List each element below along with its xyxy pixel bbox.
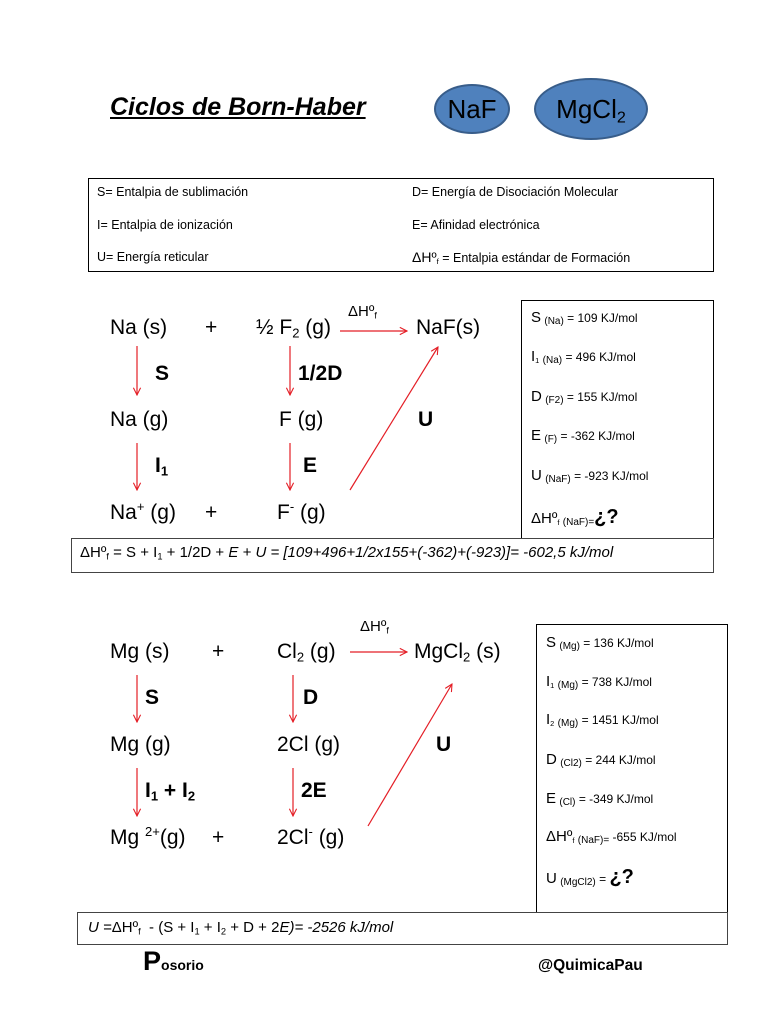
legend-dissociation: D= Energía de Disociación Molecular [412, 185, 619, 199]
mgcl2-equation [88, 919, 393, 937]
data-value: = 496 KJ/mol [565, 350, 636, 364]
naf-data-row [531, 308, 638, 328]
data-qualifier: (NaF) [545, 474, 571, 485]
naf-product: NaF(s) [416, 316, 481, 339]
data-symbol: S [531, 309, 542, 326]
mgcl2-ionization-second-subscript: 2 [187, 788, 196, 804]
mgcl2-step-sublimation: S [145, 686, 160, 709]
mgcl2-ionization-second: + I [158, 779, 188, 802]
naf-halogen-formula: ½ F [256, 316, 293, 339]
badge-mgcl2-label [556, 94, 626, 127]
naf-data-row [531, 347, 636, 367]
mgcl2-halogen-state: (g) [304, 640, 336, 663]
naf-data-row [531, 426, 635, 446]
mgcl2-halogen-subscript: 2 [296, 649, 305, 665]
badge-naf [434, 84, 510, 134]
data-symbol: ΔHº [531, 510, 558, 527]
badge-naf-label: NaF [447, 94, 497, 124]
mgcl2-data-row [546, 633, 654, 653]
author-initial: P [143, 946, 162, 976]
mgcl2-anion-state: (g) [312, 826, 345, 849]
mgcl2-ionization-symbol: I [145, 779, 151, 802]
mgcl2-reactant-plus: + [212, 640, 225, 663]
naf-cation-symbol: Na [110, 501, 137, 524]
unknown-value: ¿? [609, 866, 634, 888]
naf-halogen-subscript: 2 [292, 325, 300, 341]
mgcl2-data-row [546, 867, 634, 887]
data-qualifier: (Cl2) [560, 758, 582, 769]
legend-formation-symbol: ΔHº [412, 249, 437, 265]
naf-anion-symbol: F [277, 501, 290, 524]
mgcl2-formation-symbol: ΔHº [360, 618, 387, 635]
data-qualifier: (Cl) [559, 797, 576, 808]
naf-anion-state: (g) [294, 501, 326, 524]
naf-data-row [531, 507, 619, 527]
mgcl2-cation-symbol: Mg [110, 826, 146, 849]
mgcl2-data-row [546, 750, 656, 770]
mgcl2-anion-charge: - [308, 824, 313, 840]
mgcl2-formation-subscript: f [386, 625, 389, 636]
naf-gas-metal: Na (g) [110, 408, 169, 431]
naf-formation-label [348, 304, 377, 320]
mgcl2-cation [110, 826, 186, 850]
naf-reactant-plus: + [205, 316, 218, 339]
data-qualifier: (F) [544, 434, 558, 445]
eq-subscript: 1 [157, 551, 163, 562]
data-symbol: I [546, 673, 551, 690]
naf-cation-charge: + [136, 499, 145, 515]
eq-result: E + U = [109+496+1/2x155+(-362)+(-923)]= -602,5 kJ/mol [228, 544, 614, 561]
mgcl2-product [414, 640, 501, 664]
data-value: = -362 KJ/mol [560, 429, 635, 443]
data-qualifier: (NaF)= [577, 835, 610, 846]
eq-part: + 1/2D + [162, 544, 229, 561]
eq-part: + I [199, 919, 221, 936]
mgcl2-anion [277, 826, 344, 850]
data-qualifier: (Na) [542, 355, 563, 366]
naf-step-sublimation: S [155, 362, 170, 385]
mgcl2-reactant-metal: Mg (s) [110, 640, 170, 663]
mgcl2-step-dissociation: D [303, 686, 319, 709]
data-value-prefix: = [599, 872, 607, 886]
badge-mgcl2-subscript: 2 [616, 108, 626, 127]
data-symbol: I [531, 348, 536, 365]
mgcl2-lattice-label: U [436, 733, 452, 756]
eq-part: + D + 2 [226, 919, 280, 936]
legend-formation [412, 250, 630, 265]
data-qualifier: (Mg) [557, 718, 579, 729]
legend-formation-text: = Entalpia estándar de Formación [438, 251, 631, 265]
data-value: = 136 KJ/mol [583, 636, 654, 650]
data-qualifier: (Mg) [559, 641, 580, 652]
data-value: = -923 KJ/mol [574, 469, 649, 483]
mgcl2-gas-metal: Mg (g) [110, 733, 171, 756]
mgcl2-ionization-subscript: 1 [150, 788, 159, 804]
data-qualifier: (MgCl2) [560, 877, 596, 888]
data-symbol-subscript: f [557, 518, 560, 528]
eq-part: - (S + I [140, 919, 195, 936]
naf-step-ionization [155, 454, 168, 478]
mgcl2-data-row [546, 672, 652, 692]
naf-gas-halogen: F (g) [279, 408, 324, 431]
naf-data-box [521, 300, 714, 539]
naf-step-dissociation: 1/2D [298, 362, 343, 385]
mgcl2-product-state: (s) [470, 640, 501, 663]
mgcl2-cation-state: (g) [159, 826, 186, 849]
data-symbol: E [531, 427, 542, 444]
unknown-value: ¿? [594, 506, 619, 528]
eq-symbol: ΔHº [80, 544, 107, 561]
data-qualifier: (F2) [545, 395, 564, 406]
data-symbol-subscript: 2 [550, 719, 555, 729]
mgcl2-data-row [546, 827, 677, 847]
mgcl2-formation-label [360, 619, 389, 635]
data-value: -655 KJ/mol [612, 830, 677, 844]
data-value: = 1451 KJ/mol [581, 713, 659, 727]
mgcl2-data-row [546, 789, 653, 809]
mgcl2-product-formula: MgCl [414, 640, 464, 663]
mgcl2-step-affinity: 2E [301, 779, 327, 802]
data-qualifier: (Mg) [557, 680, 579, 691]
naf-cation-state: (g) [144, 501, 176, 524]
legend-affinity: E= Afinidad electrónica [412, 218, 540, 232]
naf-reactant-halogen [256, 316, 331, 340]
eq-result: E)= -2526 kJ/mol [279, 919, 394, 936]
naf-formation-symbol: ΔHº [348, 303, 375, 320]
naf-data-row [531, 466, 648, 486]
author-name: osorio [161, 957, 204, 973]
data-symbol: ΔHº [546, 828, 573, 845]
footer-author [143, 946, 204, 981]
eq-subscript: 2 [220, 926, 227, 937]
eq-subscript: 1 [194, 926, 200, 937]
eq-subscript: f [106, 551, 109, 562]
mgcl2-cation-charge: 2+ [145, 824, 160, 840]
naf-ionization-subscript: 1 [160, 463, 169, 479]
eq-subscript: f [138, 926, 141, 937]
naf-cation [110, 501, 176, 525]
legend-formation-subscript: f [436, 257, 439, 267]
eq-symbol: ΔHº [111, 919, 139, 936]
mgcl2-product-subscript: 2 [463, 649, 471, 665]
footer-handle: @QuimicaPau [538, 957, 643, 974]
data-symbol: E [546, 790, 557, 807]
naf-ions-plus: + [205, 501, 218, 524]
mgcl2-reactant-halogen [277, 640, 336, 664]
naf-ionization-symbol: I [155, 454, 161, 477]
naf-halogen-state: (g) [299, 316, 331, 339]
data-symbol-subscript: f [572, 836, 575, 846]
naf-formation-subscript: f [374, 310, 377, 321]
mgcl2-ions-plus: + [212, 826, 225, 849]
data-value: = 155 KJ/mol [566, 390, 638, 404]
mgcl2-gas-halogen: 2Cl (g) [277, 733, 341, 756]
naf-data-row [531, 387, 637, 407]
data-symbol: S [546, 634, 557, 651]
naf-equation [80, 544, 613, 562]
data-symbol: U [546, 870, 557, 887]
data-symbol: D [546, 751, 557, 768]
eq-lhs: U = [88, 919, 112, 936]
badge-mgcl2 [534, 78, 648, 140]
legend-ionization: I= Entalpia de ionización [97, 218, 233, 232]
data-symbol-subscript: 1 [535, 356, 540, 366]
data-value: = 738 KJ/mol [581, 675, 652, 689]
data-qualifier: (Na) [544, 316, 564, 327]
mgcl2-halogen-formula: Cl [277, 640, 297, 663]
data-symbol: U [531, 467, 542, 484]
data-value: = 244 KJ/mol [585, 753, 656, 767]
mgcl2-data-row [546, 710, 659, 730]
mgcl2-step-ionization [145, 779, 195, 803]
data-symbol: D [531, 388, 542, 405]
data-qualifier: (NaF)= [562, 517, 595, 528]
legend-sublimation: S= Entalpia de sublimación [97, 185, 249, 199]
naf-anion-charge: - [289, 499, 295, 515]
naf-step-affinity: E [303, 454, 318, 477]
page-title: Ciclos de Born-Haber [110, 93, 366, 121]
legend-lattice: U= Energía reticular [97, 250, 209, 264]
data-symbol: I [546, 711, 551, 728]
data-value: = 109 KJ/mol [567, 311, 638, 325]
badge-mgcl2-formula: MgCl [556, 94, 617, 124]
data-symbol-subscript: 1 [550, 681, 555, 691]
naf-reactant-metal: Na (s) [110, 316, 168, 339]
mgcl2-anion-symbol: 2Cl [277, 826, 309, 849]
eq-part: = S + I [108, 544, 158, 561]
naf-lattice-label: U [418, 408, 434, 431]
data-value: = -349 KJ/mol [578, 792, 654, 806]
naf-anion [277, 501, 326, 525]
